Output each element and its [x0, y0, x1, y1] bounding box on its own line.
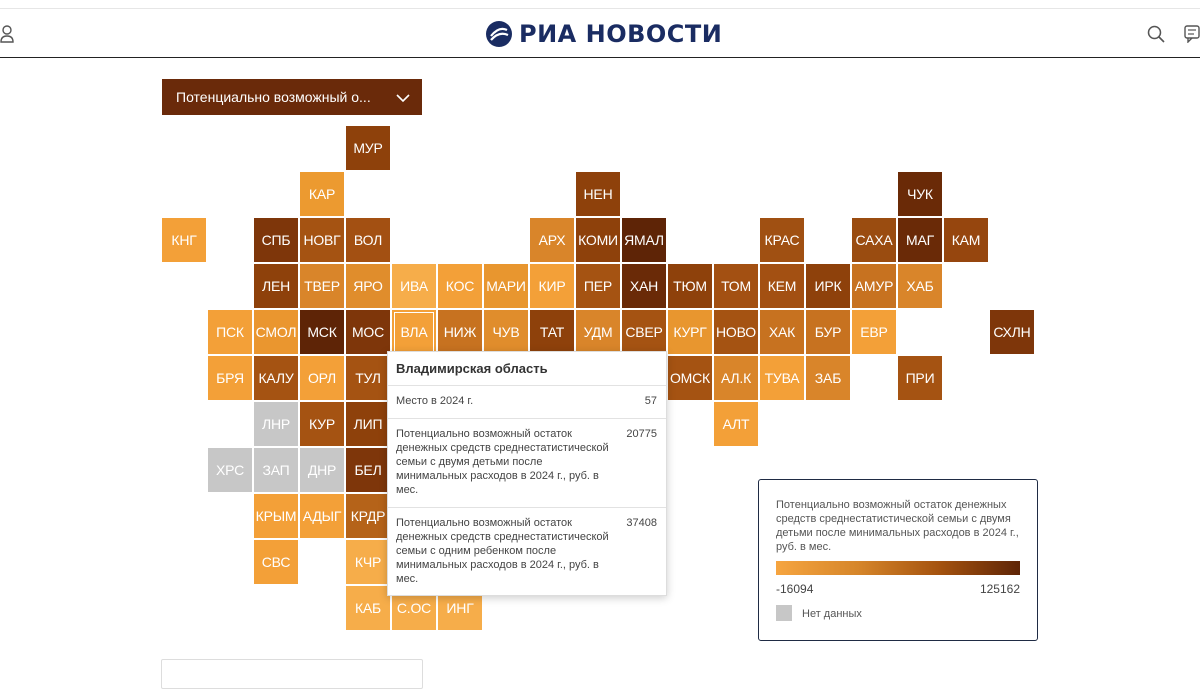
- site-header: [0, 9, 1200, 58]
- tooltip-row-label: Потенциально возможный остаток денежных средств среднестатистической семьи с одним ребенком после минимальных расходов в 2024 г., руб. в мес.: [396, 517, 609, 585]
- legend-max: 125162: [979, 582, 1020, 596]
- chevron-down-icon: [396, 90, 410, 106]
- region-tile-66[interactable]: СВС: [254, 540, 298, 584]
- tooltip-row-value: 20775: [626, 428, 657, 440]
- legend-no-data-swatch: [776, 605, 792, 621]
- region-tile-33[interactable]: МОС: [346, 310, 390, 354]
- region-tile-57[interactable]: ЛИП: [346, 402, 390, 446]
- region-tile-68[interactable]: КАБ: [346, 586, 390, 630]
- region-tile-48[interactable]: ОРЛ: [300, 356, 344, 400]
- region-tile-23[interactable]: ХАН: [622, 264, 666, 308]
- region-tile-70[interactable]: ИНГ: [438, 586, 482, 630]
- region-tile-18[interactable]: ИВА: [392, 264, 436, 308]
- region-tile-26[interactable]: КЕМ: [760, 264, 804, 308]
- legend-no-data-label: Нет данных: [802, 608, 862, 620]
- legend-title: Потенциально возможный остаток денежных средств среднестатистической семьи с двумя детьми после минимальных расходов в 2024 г., руб. в мес.: [776, 499, 1019, 553]
- region-tile-44[interactable]: ЕВР: [852, 310, 896, 354]
- tooltip-row-label: Место в 2024 г.: [396, 395, 474, 407]
- region-tile-0[interactable]: МУР: [346, 126, 390, 170]
- region-tile-19[interactable]: КОС: [438, 264, 482, 308]
- region-tile-69[interactable]: С.ОС: [392, 586, 436, 630]
- region-tile-15[interactable]: ЛЕН: [254, 264, 298, 308]
- region-tile-20[interactable]: МАРИ: [484, 264, 528, 308]
- region-tile-22[interactable]: ПЕР: [576, 264, 620, 308]
- region-tile-16[interactable]: ТВЕР: [300, 264, 344, 308]
- region-tile-27[interactable]: ИРК: [806, 264, 850, 308]
- region-tile-6[interactable]: НОВГ: [300, 218, 344, 262]
- map-legend: [758, 479, 1038, 641]
- region-tile-4[interactable]: КНГ: [162, 218, 206, 262]
- region-tile-50[interactable]: ОМСК: [668, 356, 712, 400]
- region-tooltip: [387, 351, 667, 596]
- ria-logo[interactable]: [485, 17, 722, 51]
- region-tile-38[interactable]: УДМ: [576, 310, 620, 354]
- tooltip-row-value: 57: [644, 395, 657, 407]
- region-tile-64[interactable]: АДЫГ: [300, 494, 344, 538]
- logo-text: РИА НОВОСТИ: [519, 20, 723, 48]
- legend-gradient: [776, 561, 1020, 575]
- region-tile-28[interactable]: АМУР: [852, 264, 896, 308]
- region-tile-37[interactable]: ТАТ: [530, 310, 574, 354]
- region-tile-39[interactable]: СВЕР: [622, 310, 666, 354]
- region-tile-30[interactable]: ПСК: [208, 310, 252, 354]
- tooltip-row-two-children: [388, 419, 666, 508]
- tooltip-row-rank: [388, 386, 666, 419]
- region-tile-31[interactable]: СМОЛ: [254, 310, 298, 354]
- second-select[interactable]: [161, 659, 423, 689]
- region-tile-47[interactable]: КАЛУ: [254, 356, 298, 400]
- tooltip-row-value: 37408: [626, 517, 657, 529]
- region-tile-67[interactable]: КЧР: [346, 540, 390, 584]
- region-tile-12[interactable]: САХА: [852, 218, 896, 262]
- region-tile-7[interactable]: ВОЛ: [346, 218, 390, 262]
- region-tile-14[interactable]: КАМ: [944, 218, 988, 262]
- region-tile-17[interactable]: ЯРО: [346, 264, 390, 308]
- region-tile-35[interactable]: НИЖ: [438, 310, 482, 354]
- region-tile-60[interactable]: ЗАП: [254, 448, 298, 492]
- region-tile-65[interactable]: КРДР: [346, 494, 390, 538]
- region-tile-40[interactable]: КУРГ: [668, 310, 712, 354]
- region-tile-49[interactable]: ТУЛ: [346, 356, 390, 400]
- legend-min: -16094: [776, 582, 814, 596]
- region-tile-1[interactable]: КАР: [300, 172, 344, 216]
- region-tile-51[interactable]: АЛ.К: [714, 356, 758, 400]
- indicator-select-label: Потенциально возможный о...: [176, 89, 371, 105]
- region-tile-41[interactable]: НОВО: [714, 310, 758, 354]
- top-strip: [0, 0, 1200, 9]
- region-tile-32[interactable]: МСК: [300, 310, 344, 354]
- region-tile-43[interactable]: БУР: [806, 310, 850, 354]
- region-tile-11[interactable]: КРАС: [760, 218, 804, 262]
- region-tile-46[interactable]: БРЯ: [208, 356, 252, 400]
- region-tile-61[interactable]: ДНР: [300, 448, 344, 492]
- tooltip-title: Владимирская область: [388, 352, 666, 386]
- region-tile-45[interactable]: СХЛН: [990, 310, 1034, 354]
- region-tile-56[interactable]: КУР: [300, 402, 344, 446]
- ria-logo-icon: [485, 20, 513, 48]
- region-tile-10[interactable]: ЯМАЛ: [622, 218, 666, 262]
- region-tile-5[interactable]: СПБ: [254, 218, 298, 262]
- region-tile-55[interactable]: ЛНР: [254, 402, 298, 446]
- region-tile-58[interactable]: АЛТ: [714, 402, 758, 446]
- region-tile-53[interactable]: ЗАБ: [806, 356, 850, 400]
- region-tile-29[interactable]: ХАБ: [898, 264, 942, 308]
- region-tile-3[interactable]: ЧУК: [898, 172, 942, 216]
- region-tile-59[interactable]: ХРС: [208, 448, 252, 492]
- tooltip-row-one-child: [388, 508, 666, 594]
- region-tile-63[interactable]: КРЫМ: [254, 494, 298, 538]
- region-tile-34[interactable]: ВЛА: [392, 310, 436, 354]
- region-tile-9[interactable]: КОМИ: [576, 218, 620, 262]
- comments-icon[interactable]: [1184, 25, 1200, 48]
- search-icon[interactable]: [1147, 25, 1165, 48]
- region-tile-42[interactable]: ХАК: [760, 310, 804, 354]
- region-tile-52[interactable]: ТУВА: [760, 356, 804, 400]
- indicator-select[interactable]: [162, 79, 422, 115]
- region-tile-54[interactable]: ПРИ: [898, 356, 942, 400]
- region-tile-24[interactable]: ТЮМ: [668, 264, 712, 308]
- region-tile-62[interactable]: БЕЛ: [346, 448, 390, 492]
- region-tile-2[interactable]: НЕН: [576, 172, 620, 216]
- user-icon[interactable]: [0, 25, 14, 48]
- region-tile-21[interactable]: КИР: [530, 264, 574, 308]
- region-tile-8[interactable]: АРХ: [530, 218, 574, 262]
- tooltip-row-label: Потенциально возможный остаток денежных средств среднестатистической семьи с двумя детьми после минимальных расходов в 2024 г., руб. в мес.: [396, 428, 609, 496]
- region-tile-25[interactable]: ТОМ: [714, 264, 758, 308]
- region-tile-36[interactable]: ЧУВ: [484, 310, 528, 354]
- region-tile-13[interactable]: МАГ: [898, 218, 942, 262]
